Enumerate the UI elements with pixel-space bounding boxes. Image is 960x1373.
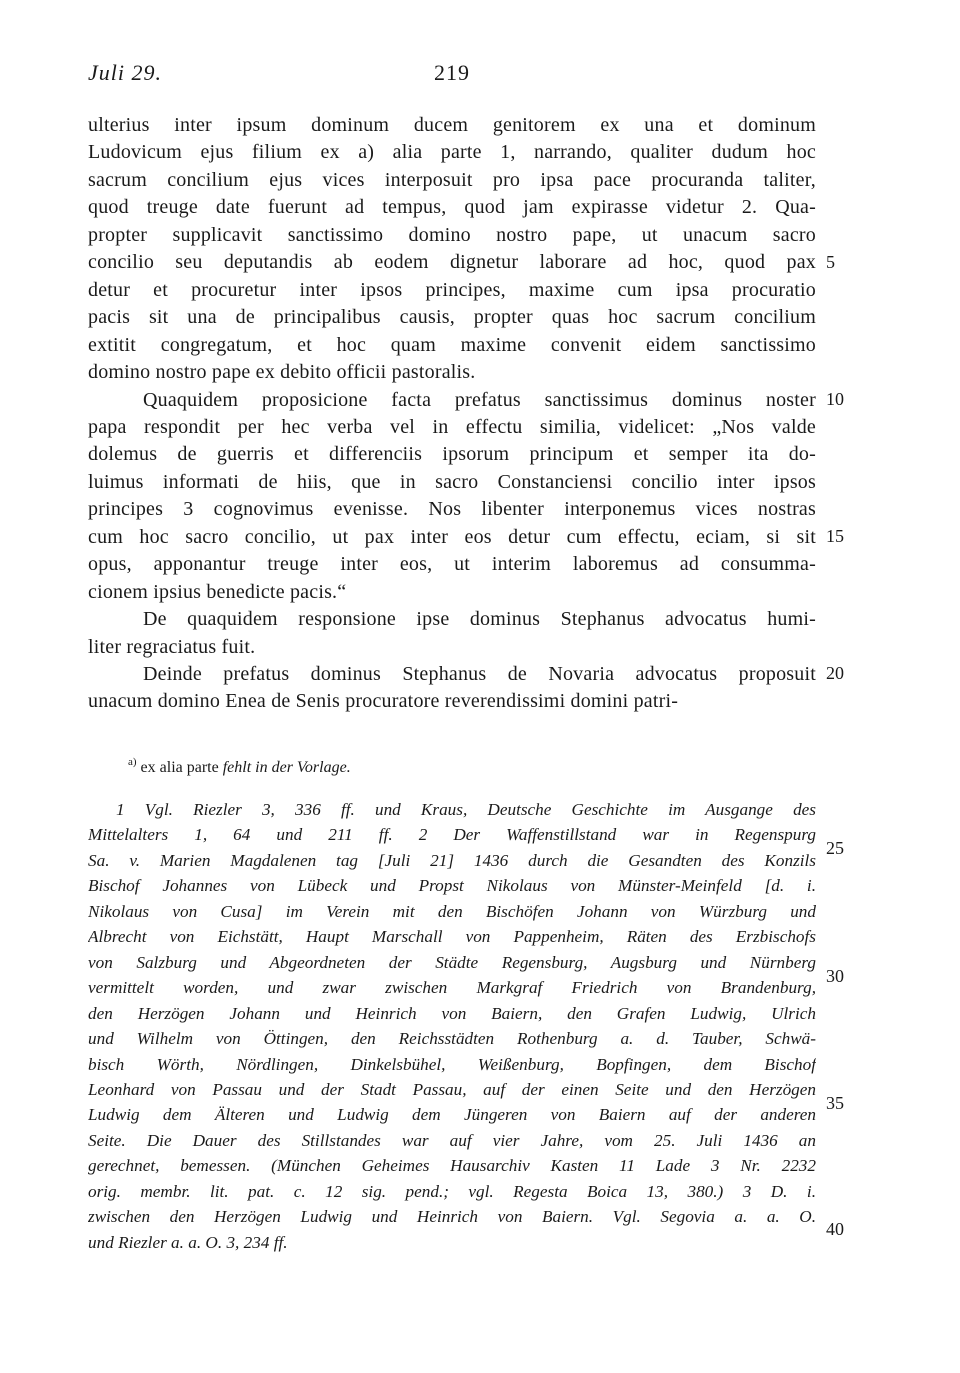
footnote-a-note: fehlt in der Vorlage.	[222, 759, 351, 776]
footnote-line: und Riezler a. a. O. 3, 234 ff.	[88, 1232, 288, 1252]
body-line: domino nostro pape ex debito officii pastoralis.	[88, 361, 476, 384]
body-line: Quaquidem proposicione facta prefatus sanctissimus dominus noster	[143, 388, 816, 411]
line-number: 10	[826, 389, 844, 409]
line-number: 20	[826, 663, 844, 683]
body-line: papa respondit per hec verba vel in effectu similia, videlicet: „Nos valde	[88, 415, 816, 438]
body-line: unacum domino Enea de Senis procuratore reverendissimi domini patri-	[88, 690, 679, 713]
body-line: sacrum concilium ejus vices interposuit pro ipsa pace procuranda taliter,	[88, 168, 816, 191]
footnote-a-text: ex alia parte	[140, 759, 219, 776]
footnote-line: vermittelt worden, und zwar zwischen Markgraf Friedrich von Brandenburg,	[88, 978, 816, 998]
page-number: 219	[434, 60, 470, 85]
footnote-line: Ludwig dem Älteren und Ludwig dem Jüngeren von Baiern auf der anderen	[88, 1105, 816, 1125]
footnote-line: bisch Wörth, Nördlingen, Dinkelsbühel, Weißenburg, Bopfingen, dem Bischof	[88, 1054, 816, 1074]
footnote-line: Leonhard von Passau und der Stadt Passau, auf der einen Seite und den Herzögen	[88, 1079, 816, 1099]
footnote-line: zwischen den Herzögen Ludwig und Heinrich von Baiern. Vgl. Segovia a. a. O.	[88, 1207, 816, 1227]
body-line: liter regraciatus fuit.	[88, 635, 256, 658]
body-line: extitit congregatum, et hoc quam maxime convenit eidem sanctissimo	[88, 333, 816, 356]
line-number: 5	[826, 252, 835, 272]
footnote-line: von Salzburg und Abgeordneten der Städte Regensburg, Augsburg und Nürnberg	[88, 952, 816, 972]
line-number: 40	[826, 1219, 844, 1239]
footnote-line: Nikolaus von Cusa] im Verein mit den Bischöfen Johann von Würzburg und	[88, 901, 816, 921]
body-line: detur et procuretur inter ipsos principes, maxime cum ipsa procuratio	[88, 278, 816, 301]
line-number: 35	[826, 1093, 844, 1113]
line-number: 15	[826, 526, 844, 546]
header-date: Juli 29.	[88, 60, 162, 85]
body-line: cum hoc sacro concilio, ut pax inter eos detur cum effectu, eciam, si sit	[88, 525, 816, 548]
footnote-line: gerechnet, bemessen. (München Geheimes Hausarchiv Kasten 11 Lade 3 Nr. 2232	[88, 1156, 816, 1176]
footnote-a-marker: a)	[128, 756, 137, 768]
footnote-line: 1 Vgl. Riezler 3, 336 ff. und Kraus, Deutsche Geschichte im Ausgange des	[116, 800, 816, 819]
body-line: De quaquidem responsione ipse dominus Stephanus advocatus humi-	[143, 608, 816, 631]
footnote-line: Seite. Die Dauer des Stillstandes war auf vier Jahre, vom 25. Juli 1436 an	[88, 1130, 816, 1150]
footnote-a	[128, 756, 351, 780]
body-line: concilio seu deputandis ab eodem dignetur laborare ad hoc, quod pax	[88, 251, 816, 274]
line-number: 25	[826, 838, 844, 858]
body-line: pacis sit una de principalibus causis, propter quas hoc sacrum concilium	[88, 306, 816, 329]
body-line: principes 3 cognovimus evenisse. Nos libenter interponemus vices nostras	[88, 498, 816, 521]
footnote-line: Mittelalters 1, 64 und 211 ff. 2 Der Waffenstillstand war in Regenspurg	[88, 825, 816, 845]
footnote-line: Bischof Johannes von Lübeck und Propst Nikolaus von Münster-Meinfeld [d. i.	[88, 876, 816, 896]
running-header	[88, 60, 816, 90]
body-line: quod treuge date fuerunt ad tempus, quod jam expirasse videtur 2. Qua-	[88, 196, 816, 219]
body-line: luimus informati de hiis, que in sacro Constanciensi concilio inter ipsos	[88, 470, 816, 493]
footnote-line: Albrecht von Eichstätt, Haupt Marschall von Pappenheim, Räten des Erzbischofs	[88, 927, 816, 947]
body-line: Ludovicum ejus filium ex a) alia parte 1, narrando, qualiter dudum hoc	[88, 141, 816, 164]
footnote-line: Sa. v. Marien Magdalenen tag [Juli 21] 1436 durch die Gesandten des Konzils	[88, 850, 816, 870]
footnote-line: orig. membr. lit. pat. c. 12 sig. pend.; vgl. Regesta Boica 13, 380.) 3 D. i.	[88, 1181, 816, 1201]
line-number: 30	[826, 966, 844, 986]
body-line: cionem ipsius benedicte pacis.“	[88, 580, 347, 603]
body-line: opus, apponantur treuge inter eos, ut interim laboremus ad consumma-	[88, 553, 816, 576]
body-line: propter supplicavit sanctissimo domino nostro pape, ut unacum sacro	[88, 223, 816, 246]
footnote-line: den Herzögen Johann und Heinrich von Baiern, den Grafen Ludwig, Ulrich	[88, 1003, 816, 1023]
footnote-line: und Wilhelm von Öttingen, den Reichsstädten Rothenburg a. d. Tauber, Schwä-	[88, 1029, 816, 1049]
body-line: Deinde prefatus dominus Stephanus de Novaria advocatus proposuit	[143, 663, 816, 685]
body-line: dolemus de guerris et differenciis ipsorum principum et semper ita do-	[88, 443, 816, 466]
body-line: ulterius inter ipsum dominum ducem genitorem ex una et dominum	[88, 114, 816, 136]
